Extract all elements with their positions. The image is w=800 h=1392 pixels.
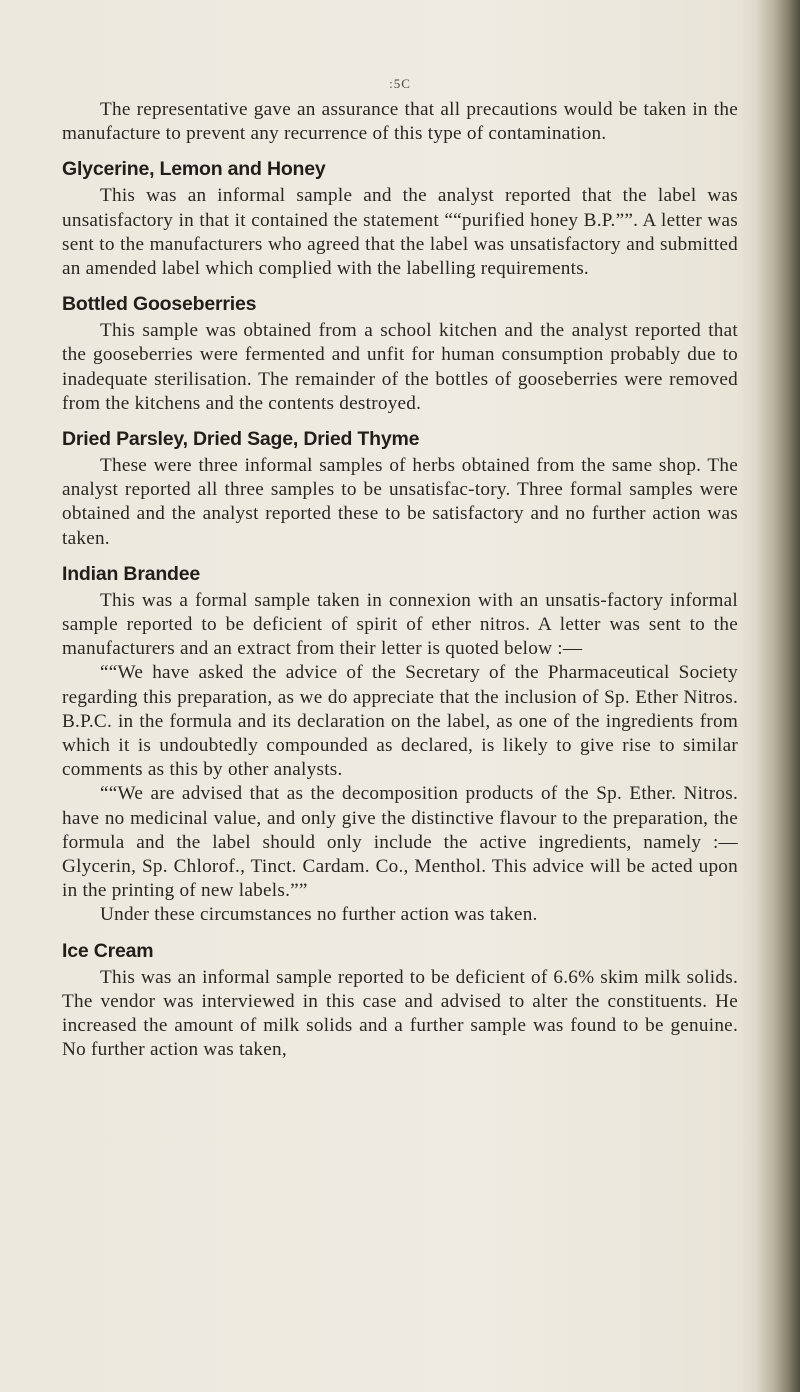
section-ice-cream [62, 939, 738, 1063]
quote-paragraph: ““We have asked the advice of the Secretary of the Pharmaceutical Society regarding this preparation, as we do appreciate that the inclusion of Sp. Ether Nitros. B.P.C. in the formula and its declaration on the label, as one of the ingredients from which it is undoubtedly compounded as declared, is likely to give rise to similar comments as this by other analysts. [62, 662, 738, 781]
document-body [62, 98, 738, 1063]
section-heading: Ice Cream [62, 939, 154, 962]
section-paragraph: These were three informal samples of herbs obtained from the same shop. The analyst reported all three samples to be unsatisfac-tory. Three formal samples were obtained and the analyst reported these to be satisfactory and no further action was taken. [62, 455, 738, 549]
section-paragraph: This was a formal sample taken in connexion with an unsatis-factory informal sample reported to be deficient of spirit of ether nitros. A letter was sent to the manufacturers and an extract from their letter is quoted below :— [62, 589, 738, 660]
section-heading: Glycerine, Lemon and Honey [62, 158, 326, 181]
section-indian-brandee [62, 562, 738, 928]
intro-paragraph: The representative gave an assurance that all precautions would be taken in the manufacture to prevent any recurrence of this type of contamination. [62, 99, 738, 145]
quote-paragraph: ““We are advised that as the decomposition products of the Sp. Ether. Nitros. have no medicinal value, and only give the distinctive flavour to the preparation, the formula and the label should only include the active ingredients, namely :— Glycerin, Sp. Chlorof., Tinct. Cardam. Co., Menthol. This advice will be acted upon in the printing of new labels.”” [62, 783, 738, 902]
section-heading: Indian Brandee [62, 562, 201, 585]
section-heading: Dried Parsley, Dried Sage, Dried Thyme [62, 428, 420, 451]
quoted-letter [62, 661, 738, 903]
section-heading: Bottled Gooseberries [62, 293, 257, 316]
page-edge-shadow [756, 0, 800, 1392]
section-gooseberries [62, 292, 738, 416]
section-paragraph: This sample was obtained from a school kitchen and the analyst reported that the gooseberries were fermented and unfit for human consumption probably due to inadequate sterilisation. The remainder of the bottles of gooseberries were removed from the kitchens and the contents destroyed. [62, 320, 738, 414]
section-paragraph: This was an informal sample reported to be deficient of 6.6% skim milk solids. The vendor was interviewed in this case and advised to alter the constituents. He increased the amount of milk solids and a further sample was found to be genuine. No further action was taken, [62, 966, 738, 1061]
section-glycerine [62, 157, 738, 281]
section-paragraph: Under these circumstances no further action was taken. [100, 904, 538, 926]
section-paragraph: This was an informal sample and the analyst reported that the label was unsatisfactory in that it contained the statement ““purified honey B.P.””. A letter was sent to the manufacturers who agreed that the label was unsatisfactory and submitted an amended label which complied with the labelling requirements. [62, 185, 738, 280]
page-number: :5C [389, 76, 411, 91]
section-dried-herbs [62, 427, 738, 551]
